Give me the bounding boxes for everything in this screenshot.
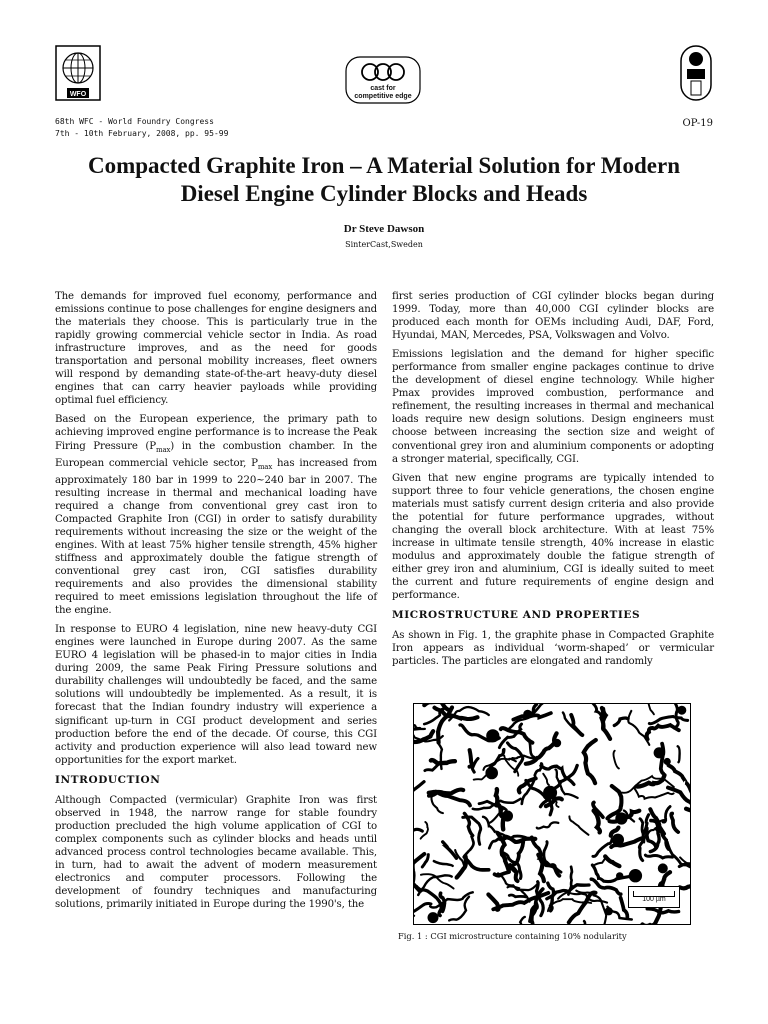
- paragraph: The demands for improved fuel economy, performance and emissions continue to pose challenges for engine designers and the materials they choose. This is particularly true in the rapidly growing commercial vehicle sector in India. As road infrastructure improves, and as the need for goods transportation and personal mobility increases, fleet owners will respond by demanding state-of-the-art heavy-duty diesel engines that can carry heavier payloads while providing optimal fuel efficiency.: [55, 291, 377, 407]
- graphite-particle: [647, 909, 678, 913]
- graphite-particle: [418, 875, 452, 895]
- scale-bar-label: 100 µm: [642, 896, 666, 903]
- right-column: [392, 290, 714, 674]
- graphite-particle: [464, 857, 488, 870]
- subscript: max: [155, 445, 171, 454]
- graphite-nodule: [486, 729, 499, 742]
- graphite-nodule: [428, 912, 439, 923]
- graphite-nodule: [553, 739, 562, 748]
- paper-number: OP-19: [682, 118, 713, 129]
- graphite-particle: [621, 898, 628, 918]
- graphite-nodule: [616, 872, 623, 879]
- paragraph: [55, 413, 377, 617]
- graphite-particle: [541, 765, 578, 806]
- section-heading-microstructure: MICROSTRUCTURE AND PROPERTIES: [392, 609, 641, 622]
- graphite-particle: [671, 813, 678, 832]
- graphite-particle: [414, 854, 424, 891]
- section-heading-introduction: INTRODUCTION: [55, 773, 161, 786]
- graphite-nodule: [658, 863, 668, 873]
- graphite-nodule: [485, 767, 498, 780]
- graphite-particle: [569, 893, 596, 923]
- graphite-particle: [520, 917, 525, 924]
- graphite-particle: [594, 857, 606, 865]
- graphite-particle: [587, 704, 601, 717]
- graphite-particle: [593, 839, 612, 857]
- author-name: Dr Steve Dawson: [343, 223, 425, 235]
- graphite-nodule: [612, 834, 624, 846]
- paragraph: In response to EURO 4 legislation, nine new heavy-duty CGI engines were launched in Europe during 2007. As the same EURO 4 legislation will be phased-in to major cities in India during 2009, the same Peak Firing Pressure solutions and durability challenges will undoubtedly be faced, and the same solutions will undoubtedly be implemented. As a result, it is forecast that the Indian foundry industry will experience a significant up-turn in CGI product development and series production before the end of the decade. Of course, this CGI activity and production experience will also lead toward new opportunities for the export market.: [55, 624, 377, 766]
- wfo-logo: [55, 45, 101, 101]
- graphite-particle: [537, 822, 559, 828]
- wfo-logo-text: WFO: [69, 91, 87, 98]
- graphite-nodule: [502, 810, 513, 821]
- graphite-particle: [434, 861, 453, 866]
- graphite-particle: [425, 764, 438, 770]
- graphite-nodule: [664, 758, 671, 765]
- graphite-particle: [678, 746, 680, 762]
- graphite-particle: [592, 865, 630, 881]
- left-column: [55, 290, 377, 917]
- graphite-particle: [645, 855, 672, 858]
- scale-bar: [628, 886, 680, 908]
- cast-logo-line1: cast for: [370, 85, 396, 92]
- graphite-particle: [649, 717, 687, 724]
- graphite-particle: [648, 704, 654, 714]
- graphite-particle: [431, 760, 455, 764]
- graphite-nodule: [615, 812, 627, 824]
- paragraph-text: Based on the European experience, the primary path to achieving improved engine performance is to increase the Peak Firing Pressure (P: [55, 414, 377, 452]
- paragraph: first series production of CGI cylinder blocks began during 1999. Today, more than 40,000 CGI cylinder blocks are produced each month for OEMs including Audi, DAF, Ford, Hyundai, MAN, Mercedes, PSA, Volkswagen and Volvo.: [392, 291, 714, 342]
- graphite-nodule: [543, 786, 557, 800]
- graphite-particle: [569, 816, 588, 834]
- paragraph-text: has increased from approximately 180 bar in 1999 to 220~240 bar in 2007. The resulting increase in thermal and mechanical loading have required a change from conventional grey cast iron to Compacted Graphite Iron (CGI) in order to satisfy durability requirements without increasing the size or the weight of the engines. With at least 75% higher tensile strength, 45% higher stiffness and approximately double the fatigue strength of conventional grey cast iron, CGI satisfies durability requirements and also provides the dimensional stability required to meet emissions legislation throughout the life of the engine.: [55, 457, 377, 617]
- graphite-particle: [628, 711, 649, 745]
- paper-title: Compacted Graphite Iron – A Material Solution for Modern Diesel Engine Cylinder Blocks and Heads: [87, 153, 680, 206]
- graphite-particle: [543, 774, 549, 785]
- iif-logo: [680, 45, 712, 101]
- graphite-particle: [635, 788, 674, 798]
- cast-logo-line2: competitive edge: [354, 93, 412, 100]
- author-affiliation: SinterCast,Sweden: [345, 240, 423, 249]
- paragraph: Given that new engine programs are typically intended to support three to four vehicle generations, the chosen engine materials must satisfy current design criteria and also provide the potential for future performance upgrades, without changing the overall block architecture. With at least 75% increase in ultimate tensile strength, 40% increase in elastic modulus and approximately double the fatigue strength of either grey iron and aluminium, CGI is ideally suited to meet the current and future requirements of engine design and performance.: [392, 472, 714, 602]
- graphite-particle: [584, 740, 596, 783]
- graphite-nodule: [654, 747, 665, 758]
- conference-line-1: 68th WFC - World Foundry Congress: [55, 117, 214, 126]
- graphite-particle: [414, 812, 422, 831]
- paragraph: Although Compacted (vermicular) Graphite Iron was first observed in 1948, the narrow range for stable foundry production precluded the high volume application of CGI to complex components such as cylinder blocks and heads until advanced process control technologies became available. This, in turn, had to await the advent of modern measurement electronics and computer processors. Following the development of foundry techniques and manufacturing solutions, primarily initiated in Europe during the 1990's, the: [55, 794, 377, 911]
- graphite-particle: [470, 750, 472, 767]
- graphite-particle: [414, 782, 424, 793]
- paragraph-text: ) in the combustion chamber. In the European commercial vehicle sector, P: [55, 440, 377, 469]
- graphite-particle: [431, 796, 442, 813]
- graphite-nodule: [629, 869, 642, 882]
- graphite-particle: [605, 856, 619, 866]
- graphite-nodule: [523, 710, 532, 719]
- graphite-particle: [613, 751, 618, 769]
- paragraph: Emissions legislation and the demand for higher specific performance from smaller engine packages continue to drive the development of diesel engine technology. While higher Pmax provides improved combustion, performance and refinement, the resulting increases in thermal and mechanical loads require new design solutions. Design engineers must choose between increasing the section size and weight of conventional grey iron and aluminium components or adopting a stronger material, specifically, CGI.: [392, 349, 714, 465]
- subscript: max: [257, 462, 273, 471]
- graphite-particle: [614, 718, 627, 725]
- graphite-nodule: [605, 907, 613, 915]
- graphite-nodule: [677, 706, 686, 715]
- conference-info: [55, 116, 355, 140]
- graphite-particle: [465, 837, 474, 856]
- figure-caption: Fig. 1 : CGI microstructure containing 10% nodularity: [398, 931, 627, 941]
- cast-logo-text: [342, 85, 424, 101]
- graphite-particle: [680, 877, 690, 889]
- cast-logo: [342, 55, 424, 105]
- conference-line-2: 7th - 10th February, 2008, pp. 95-99: [55, 129, 229, 138]
- graphite-particle: [686, 809, 690, 821]
- graphite-particle: [509, 895, 526, 897]
- graphite-particle: [496, 789, 504, 829]
- paragraph: As shown in Fig. 1, the graphite phase in Compacted Graphite Iron appears as individual ‘worm-shaped’ or vermicular particles. The particles are elongated and randomly: [392, 630, 714, 668]
